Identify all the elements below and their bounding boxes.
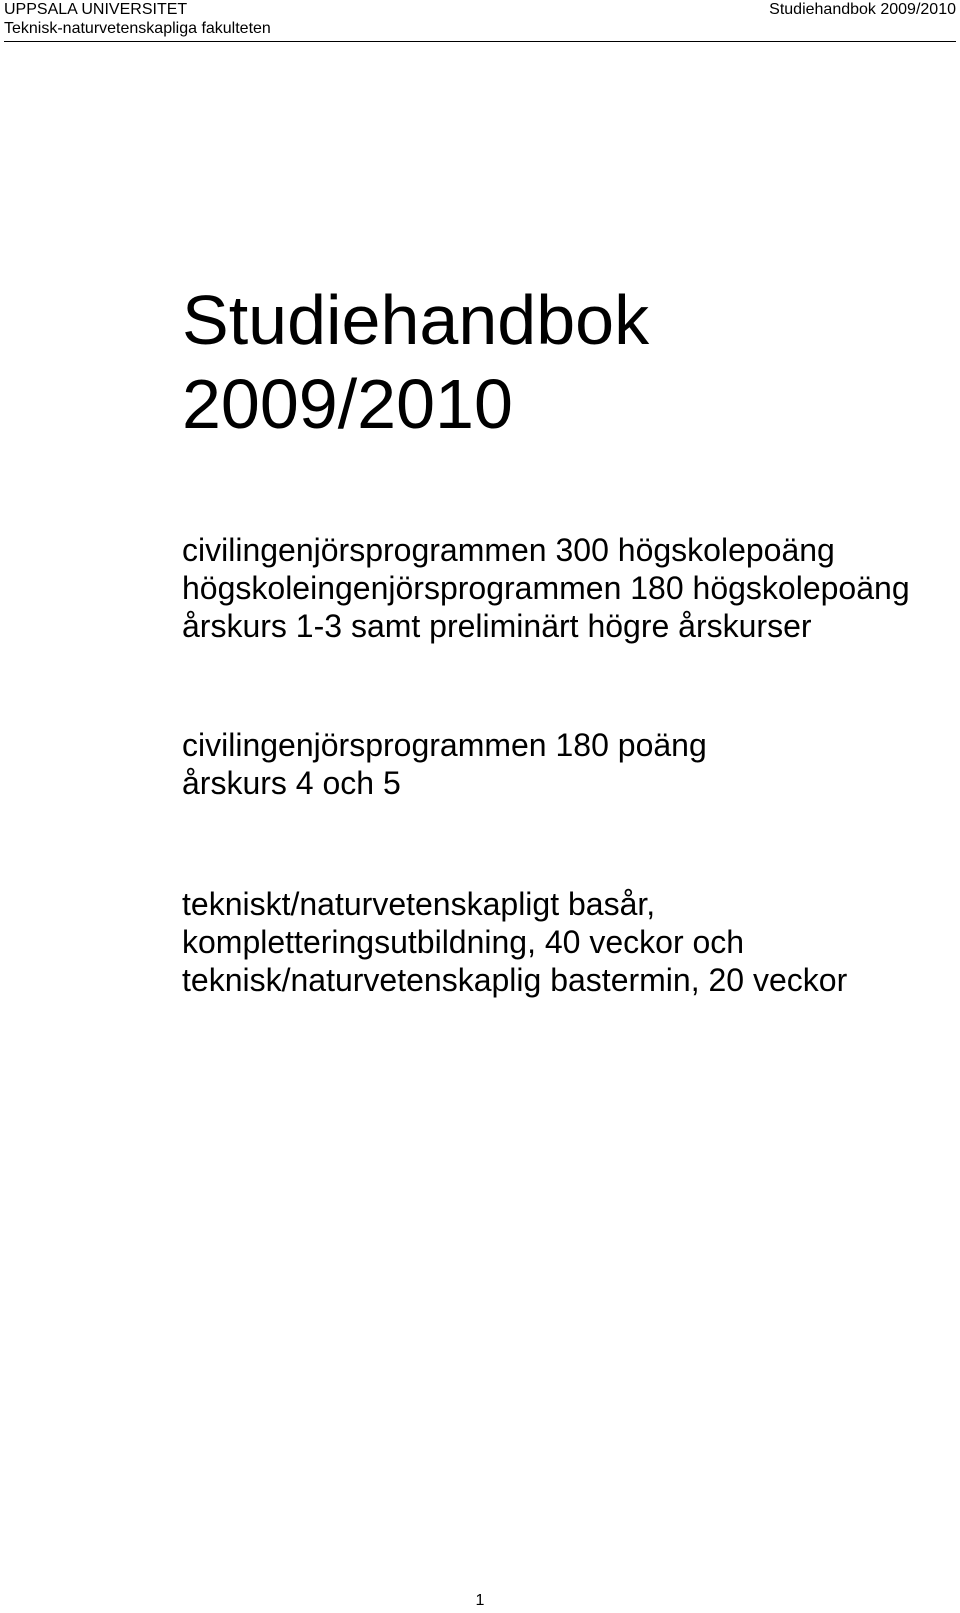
- header-university: UPPSALA UNIVERSITET: [4, 1, 188, 18]
- foundation-year-line: kompletteringsutbildning, 40 veckor och: [182, 924, 745, 960]
- advanced-programs-line: civilingenjörsprogrammen 180 poäng: [182, 727, 707, 763]
- advanced-programs-section: [182, 726, 707, 802]
- header-faculty: Teknisk-naturvetenskapliga fakulteten: [4, 20, 271, 37]
- page-header: [4, 0, 956, 42]
- programs-section: [182, 531, 910, 645]
- foundation-year-section: [182, 885, 847, 999]
- page-number: 1: [475, 1592, 485, 1609]
- programs-line: högskoleingenjörsprogrammen 180 högskolepoäng: [182, 570, 910, 606]
- header-handbook-title: Studiehandbok 2009/2010: [769, 1, 956, 18]
- programs-line: årskurs 1-3 samt preliminärt högre årskurser: [182, 608, 812, 644]
- programs-line: civilingenjörsprogrammen 300 högskolepoäng: [182, 532, 835, 568]
- document-title: [182, 278, 649, 446]
- document-title-line-1: Studiehandbok: [182, 281, 650, 359]
- foundation-year-line: tekniskt/naturvetenskapligt basår,: [182, 886, 656, 922]
- foundation-year-line: teknisk/naturvetenskaplig bastermin, 20 veckor: [182, 962, 848, 998]
- advanced-programs-line: årskurs 4 och 5: [182, 765, 401, 801]
- document-title-line-2: 2009/2010: [182, 365, 513, 443]
